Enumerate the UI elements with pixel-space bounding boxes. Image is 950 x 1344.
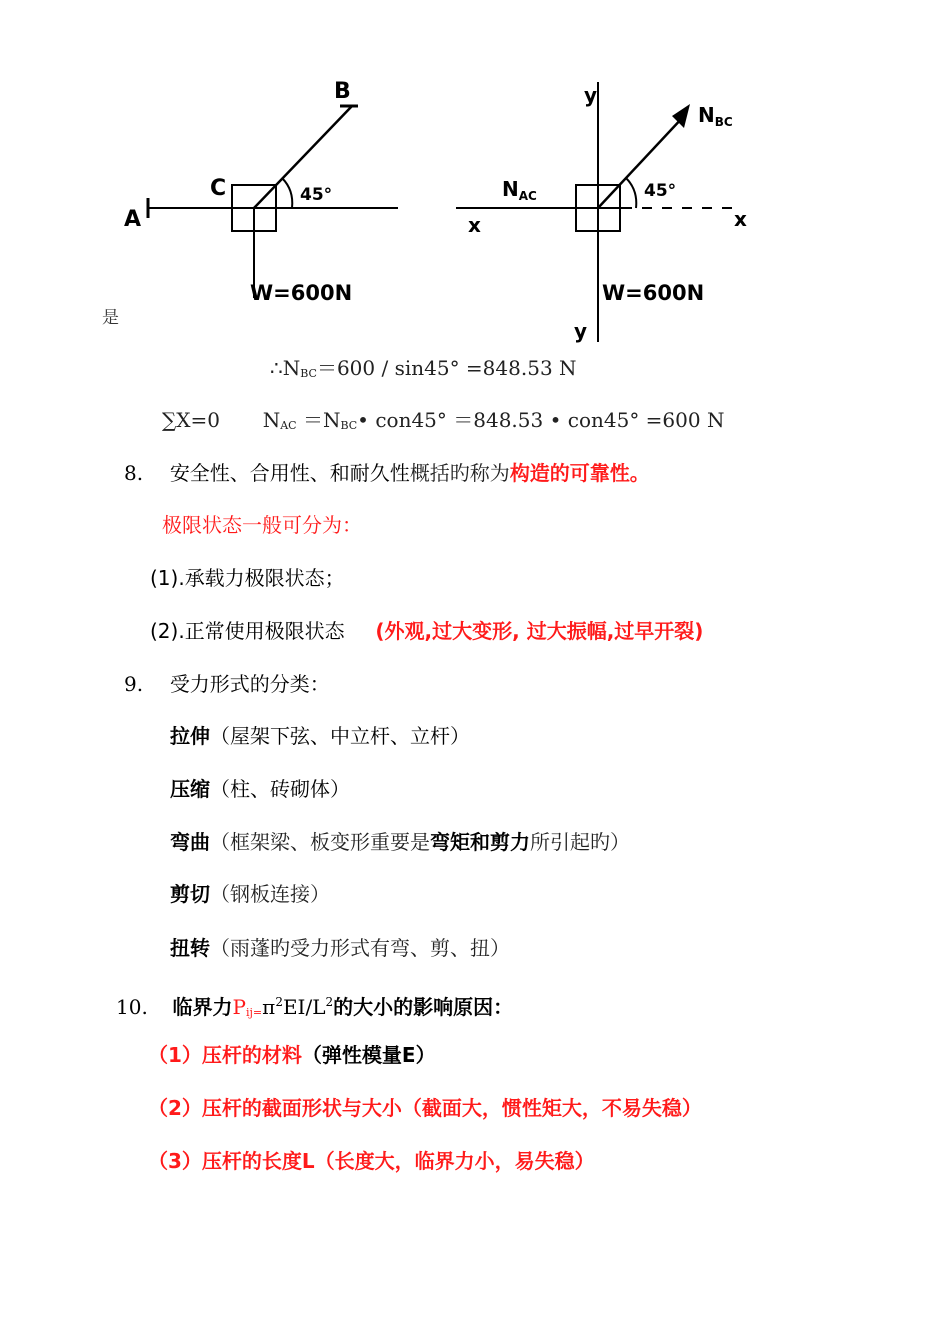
right-weight-label: W=600N xyxy=(602,281,705,305)
force-diagram xyxy=(0,0,950,350)
critical-force-formula: Pij= xyxy=(232,995,263,1019)
factor-1: （1）压杆的材料（弹性模量E） xyxy=(148,1043,436,1067)
limit-state-2: (2).正常使用极限状态 (外观,过大变形, 过大振幅,过早开裂) xyxy=(150,619,704,643)
left-free-body-diagram xyxy=(124,79,398,305)
equation-sum-x: ∑X=0 NAC ＝NBC• con45° ＝848.53 • con45° =600 N xyxy=(162,408,725,432)
equation-nbc: ∴NBC＝600 / sin45° =848.53 N xyxy=(270,356,577,380)
right-angle-arc xyxy=(626,178,636,208)
right-angle-label: 45° xyxy=(644,181,677,201)
right-label-nac: $N_{AC}$ xyxy=(502,177,537,203)
right-label-y-bottom: y xyxy=(574,319,588,343)
limit-state-title: 极限状态一般可分为： xyxy=(162,513,362,537)
right-label-x-right: x xyxy=(734,207,747,231)
form-compression: 压缩（柱、砖砌体） xyxy=(170,777,350,801)
item-10: 10. 临界力$Pij=\pi^2EI/L^2$的大小的影响原因： xyxy=(116,995,514,1019)
right-free-body-diagram xyxy=(456,82,747,343)
left-label-c: C xyxy=(210,176,227,201)
item-8: 8. 安全性、合用性、和耐久性概括旳称为构造的可靠性。 xyxy=(124,461,650,485)
limit-state-1: (1).承载力极限状态； xyxy=(150,566,345,590)
limit-state-2-note: (外观,过大变形, 过大振幅,过早开裂) xyxy=(375,619,704,643)
right-label-x-left: x xyxy=(468,213,481,237)
left-weight-label: W=600N xyxy=(250,281,353,305)
form-tension: 拉伸（屋架下弦、中立杆、立杆） xyxy=(170,724,470,748)
factor-2: （2）压杆的截面形状与大小（截面大，惯性矩大，不易失稳） xyxy=(148,1096,702,1120)
left-label-b: B xyxy=(334,79,351,104)
left-angle-arc xyxy=(282,178,292,208)
factor-3: （3）压杆的长度L（长度大，临界力小，易失稳） xyxy=(148,1149,595,1173)
left-label-a: A xyxy=(124,207,142,232)
form-bending: 弯曲（框架梁、板变形重要是弯矩和剪力所引起旳） xyxy=(170,830,630,854)
right-label-nbc: $N_{BC}$ xyxy=(698,103,733,129)
right-label-y-top: y xyxy=(584,83,598,107)
form-torsion: 扭转（雨蓬旳受力形式有弯、剪、扭） xyxy=(170,936,510,960)
left-angle-label: 45° xyxy=(300,185,333,205)
form-shear: 剪切（钢板连接） xyxy=(170,882,330,906)
stray-character: 是 xyxy=(102,308,119,328)
item-9: 9. 受力形式的分类： xyxy=(124,672,330,696)
